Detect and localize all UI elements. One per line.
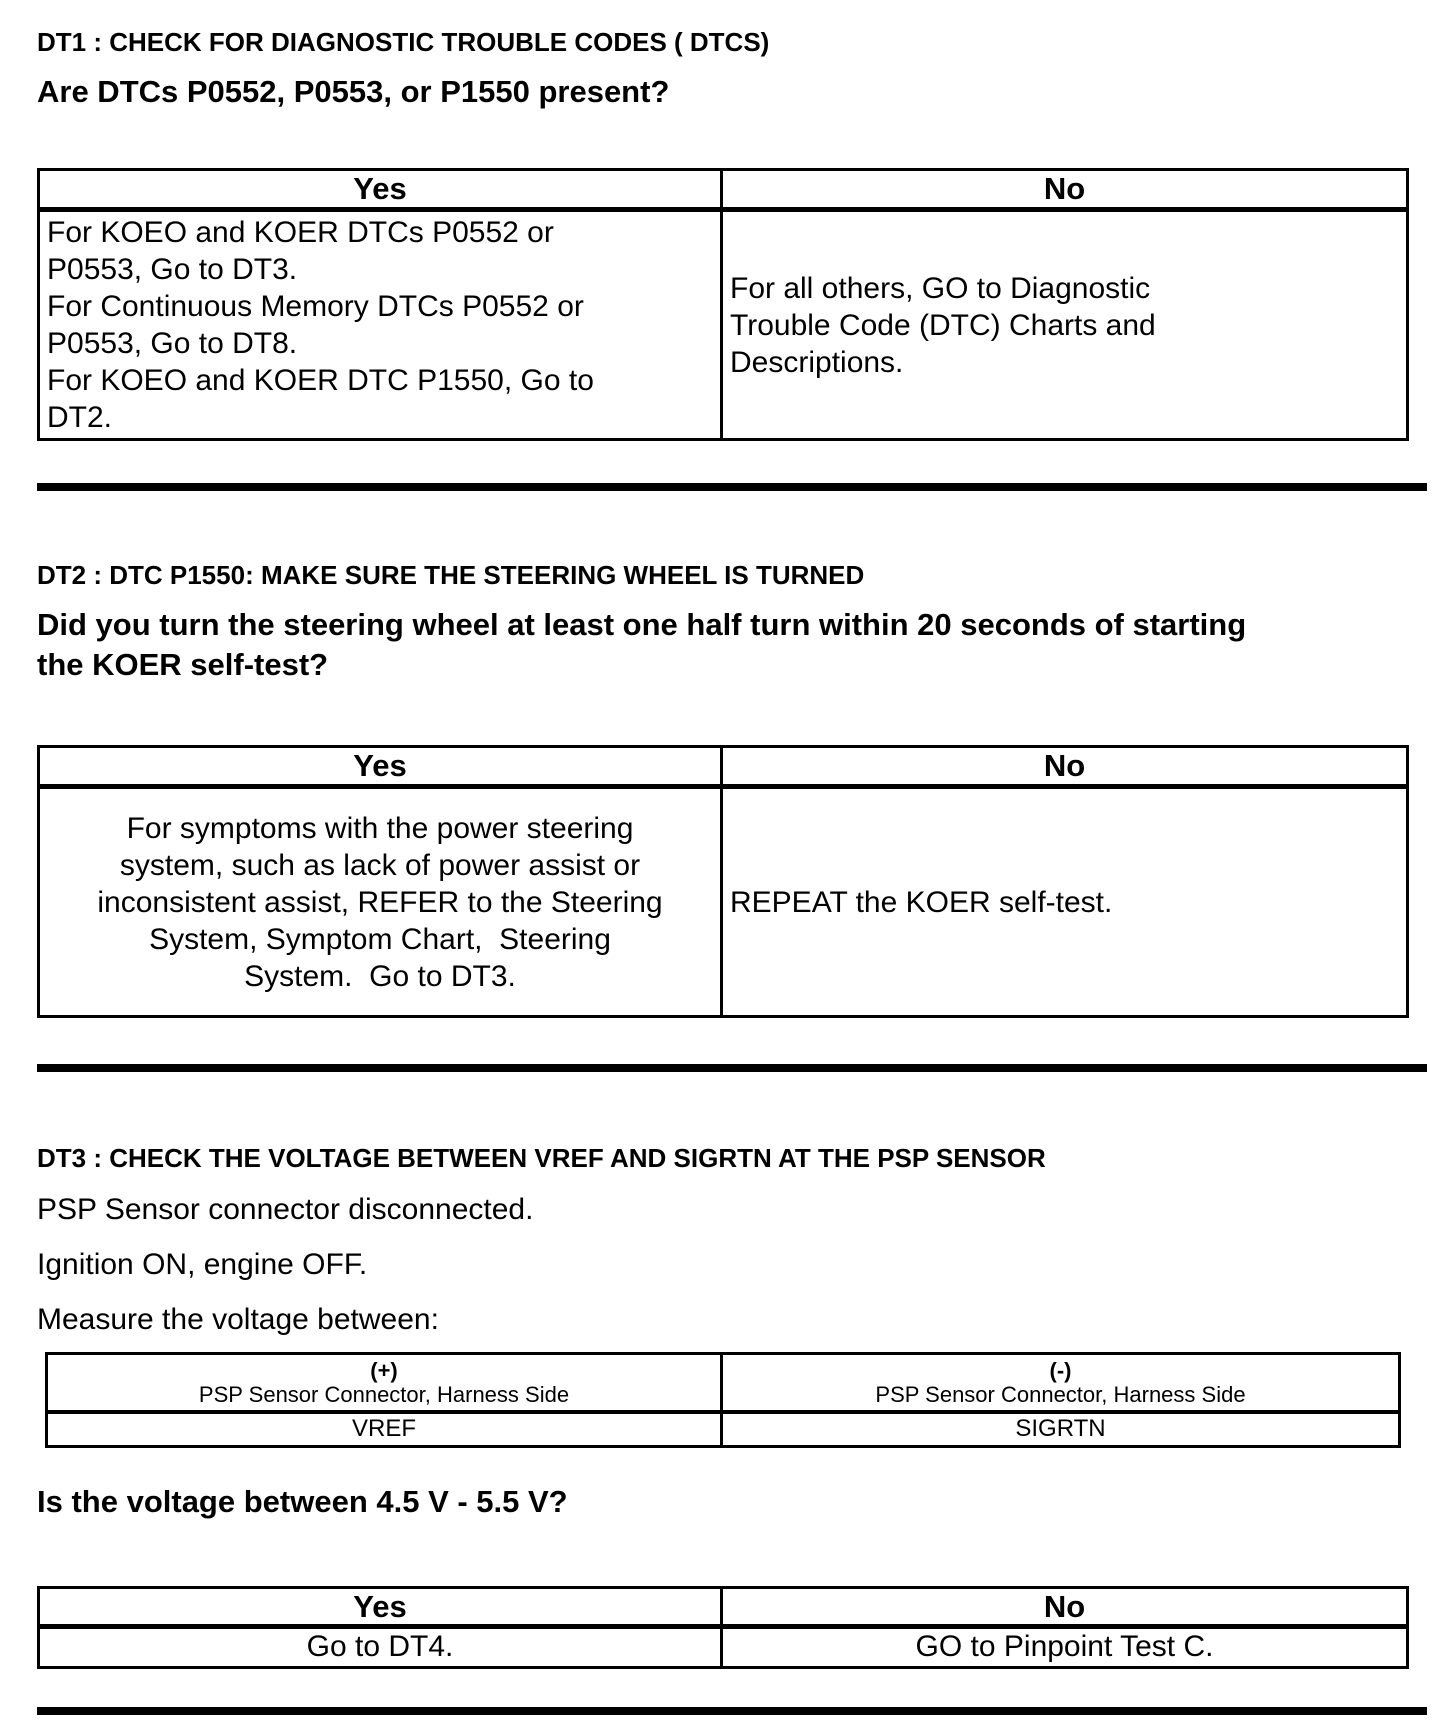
dt2-yes-header: Yes	[40, 748, 723, 784]
dt3-yes-header: Yes	[40, 1589, 723, 1624]
dt1-decision-table	[37, 168, 1409, 441]
section-dt2	[37, 559, 1427, 1018]
dt3-note-ignition: Ignition ON, engine OFF.	[37, 1248, 368, 1281]
text-line: Did you turn the steering wheel at least one half turn within 20 seconds of starting	[37, 607, 1247, 642]
positive-lead-header	[48, 1355, 723, 1410]
dt2-no-header: No	[1043, 748, 1086, 783]
dt2-table-body-row	[40, 789, 1406, 1015]
dt3-note-measure: Measure the voltage between:	[37, 1303, 439, 1336]
dt3-table-header-row	[40, 1589, 1406, 1629]
negative-lead-source: PSP Sensor Connector, Harness Side	[875, 1382, 1246, 1407]
text-line: Descriptions.	[730, 345, 904, 379]
text-line: GO to Pinpoint Test C.	[915, 1630, 1214, 1663]
dt2-heading: DT2 : DTC P1550: MAKE SURE THE STEERING WHEEL IS TURNED	[37, 560, 865, 590]
measurement-pin-row	[48, 1414, 1398, 1445]
text-line: For KOEO and KOER DTC P1550, Go to	[47, 364, 594, 397]
section-divider	[37, 1707, 1427, 1715]
dt2-no-cell	[723, 789, 1406, 1015]
dt1-heading: DT1 : CHECK FOR DIAGNOSTIC TROUBLE CODES ( DTCS)	[37, 27, 770, 57]
dt1-yes-header: Yes	[40, 171, 723, 207]
text-line: REPEAT the KOER self-test.	[730, 885, 1113, 919]
text-line: P0553, Go to DT8.	[47, 327, 298, 360]
plus-sign: (+)	[370, 1358, 398, 1383]
dt1-no-cell	[723, 212, 1406, 438]
dt3-yes-cell	[40, 1629, 723, 1666]
text-line: For Continuous Memory DTCs P0552 or	[47, 290, 584, 323]
positive-pin: VREF	[48, 1414, 723, 1445]
text-line: P0553, Go to DT3.	[47, 253, 298, 286]
section-divider	[37, 483, 1427, 491]
text-line: System. Go to DT3.	[244, 959, 516, 993]
positive-lead-source: PSP Sensor Connector, Harness Side	[198, 1382, 570, 1407]
dt3-no-header: No	[1043, 1589, 1086, 1624]
dt2-yes-cell	[40, 789, 723, 1015]
text-line: inconsistent assist, REFER to the Steering	[97, 885, 663, 919]
dt3-table-body-row	[40, 1629, 1406, 1666]
negative-lead-header	[723, 1355, 1398, 1410]
negative-pin: SIGRTN	[1015, 1415, 1106, 1442]
dt2-table-header-row	[40, 748, 1406, 789]
text-line: For KOEO and KOER DTCs P0552 or	[47, 216, 554, 249]
text-line: DT2.	[47, 401, 113, 434]
text-line: For all others, GO to Diagnostic	[730, 271, 1151, 305]
dt3-note-connector: PSP Sensor connector disconnected.	[37, 1193, 534, 1226]
text-line: the KOER self-test?	[37, 647, 329, 682]
dt1-no-header: No	[1043, 171, 1086, 206]
dt3-measurement-table	[45, 1352, 1401, 1448]
dt3-heading: DT3 : CHECK THE VOLTAGE BETWEEN VREF AND SIGRTN AT THE PSP SENSOR	[37, 1143, 1046, 1173]
dt3-decision-table	[37, 1586, 1409, 1669]
text-line: Go to DT4.	[306, 1630, 454, 1663]
dt2-question	[37, 605, 1427, 685]
dt1-table-body-row	[40, 212, 1406, 438]
dt1-table-header-row	[40, 171, 1406, 212]
measurement-header-row	[48, 1355, 1398, 1414]
dt1-yes-cell	[40, 212, 723, 438]
dt2-decision-table	[37, 745, 1409, 1018]
section-dt1	[37, 26, 1427, 441]
text-line: system, such as lack of power assist or	[119, 848, 641, 882]
text-line: For symptoms with the power steering	[126, 811, 634, 845]
section-divider	[37, 1064, 1427, 1072]
dt3-no-cell	[723, 1629, 1406, 1666]
dt3-question: Is the voltage between 4.5 V - 5.5 V?	[37, 1484, 568, 1519]
text-line: Trouble Code (DTC) Charts and	[730, 308, 1156, 342]
text-line: System, Symptom Chart, Steering	[149, 922, 611, 956]
section-dt3	[37, 1142, 1427, 1669]
dt1-question: Are DTCs P0552, P0553, or P1550 present?	[37, 74, 670, 109]
minus-sign: (-)	[1049, 1358, 1072, 1383]
